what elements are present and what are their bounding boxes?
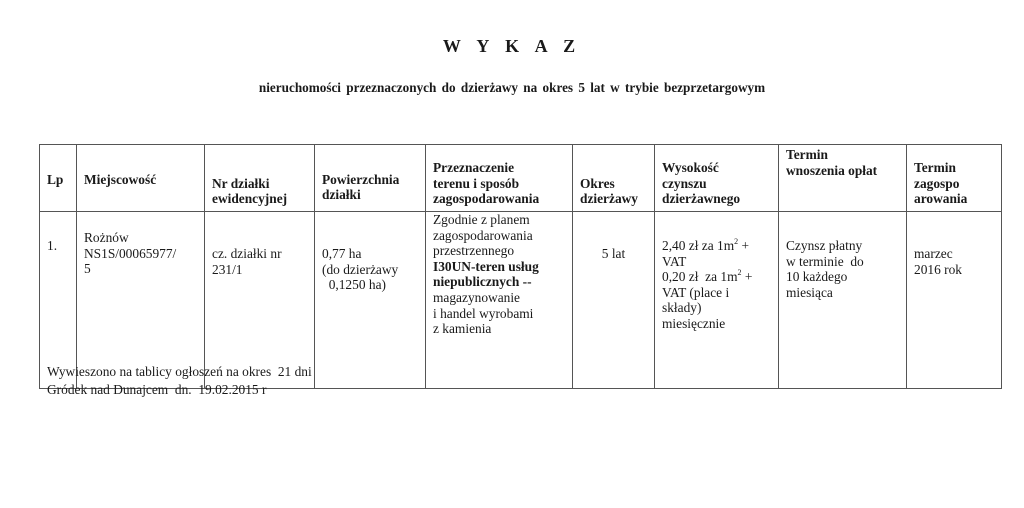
header-wysokosc-czynszu: Wysokość czynszu dzierżawnego — [655, 145, 779, 212]
header-termin-zagospodarowania: Termin zagospo arowania — [907, 145, 1002, 212]
footer-notes — [47, 363, 312, 399]
header-termin-oplat: Termin wnoszenia opłat — [779, 145, 907, 212]
cell-przeznaczenie: Zgodnie z planem zagospodarowania przestrzennego I30UN-teren usług niepublicznych -- magazynowanie i handel wyrobami z kamienia — [426, 212, 573, 389]
header-powierzchnia: Powierzchnia działki — [315, 145, 426, 212]
header-przeznaczenie: Przeznaczenie terenu i sposób zagospodarowania — [426, 145, 573, 212]
cell-termin-zagospodarowania: marzec 2016 rok — [907, 212, 1002, 389]
document-subtitle: nieruchomości przeznaczonych do dzierżawy na okres 5 lat w trybie bezprzetargowym — [258, 80, 766, 95]
property-lease-table — [39, 144, 1002, 389]
cell-lp: 1. — [40, 212, 77, 389]
posting-period-note: Wywieszono na tablicy ogłoszeń na okres 21 dni — [47, 364, 312, 379]
document-title: W Y K A Z — [442, 36, 582, 56]
cell-okres: 5 lat — [573, 212, 655, 389]
table-header-row — [40, 145, 1002, 212]
place-and-date: Gródek nad Dunajcem dn. 19.02.2015 r — [47, 382, 267, 397]
cell-powierzchnia: 0,77 ha (do dzierżawy 0,1250 ha) — [315, 212, 426, 389]
header-nr-dzialki: Nr działki ewidencyjnej — [205, 145, 315, 212]
cell-nr-dzialki: cz. działki nr 231/1 — [205, 212, 315, 389]
table-row — [40, 212, 1002, 389]
cell-czynsz: 2,40 zł za $1m^2$ + VAT 0,20 zł za $1m^2$ + VAT (place i składy) miesięcznie — [655, 212, 779, 389]
header-miejscowosc: Miejscowość — [77, 145, 205, 212]
header-lp: Lp — [40, 145, 77, 212]
cell-termin-oplat: Czynsz płatny w terminie do 10 każdego miesiąca — [779, 212, 907, 389]
header-okres: Okres dzierżawy — [573, 145, 655, 212]
cell-miejscowosc: Rożnów NS1S/00065977/ 5 — [77, 212, 205, 389]
